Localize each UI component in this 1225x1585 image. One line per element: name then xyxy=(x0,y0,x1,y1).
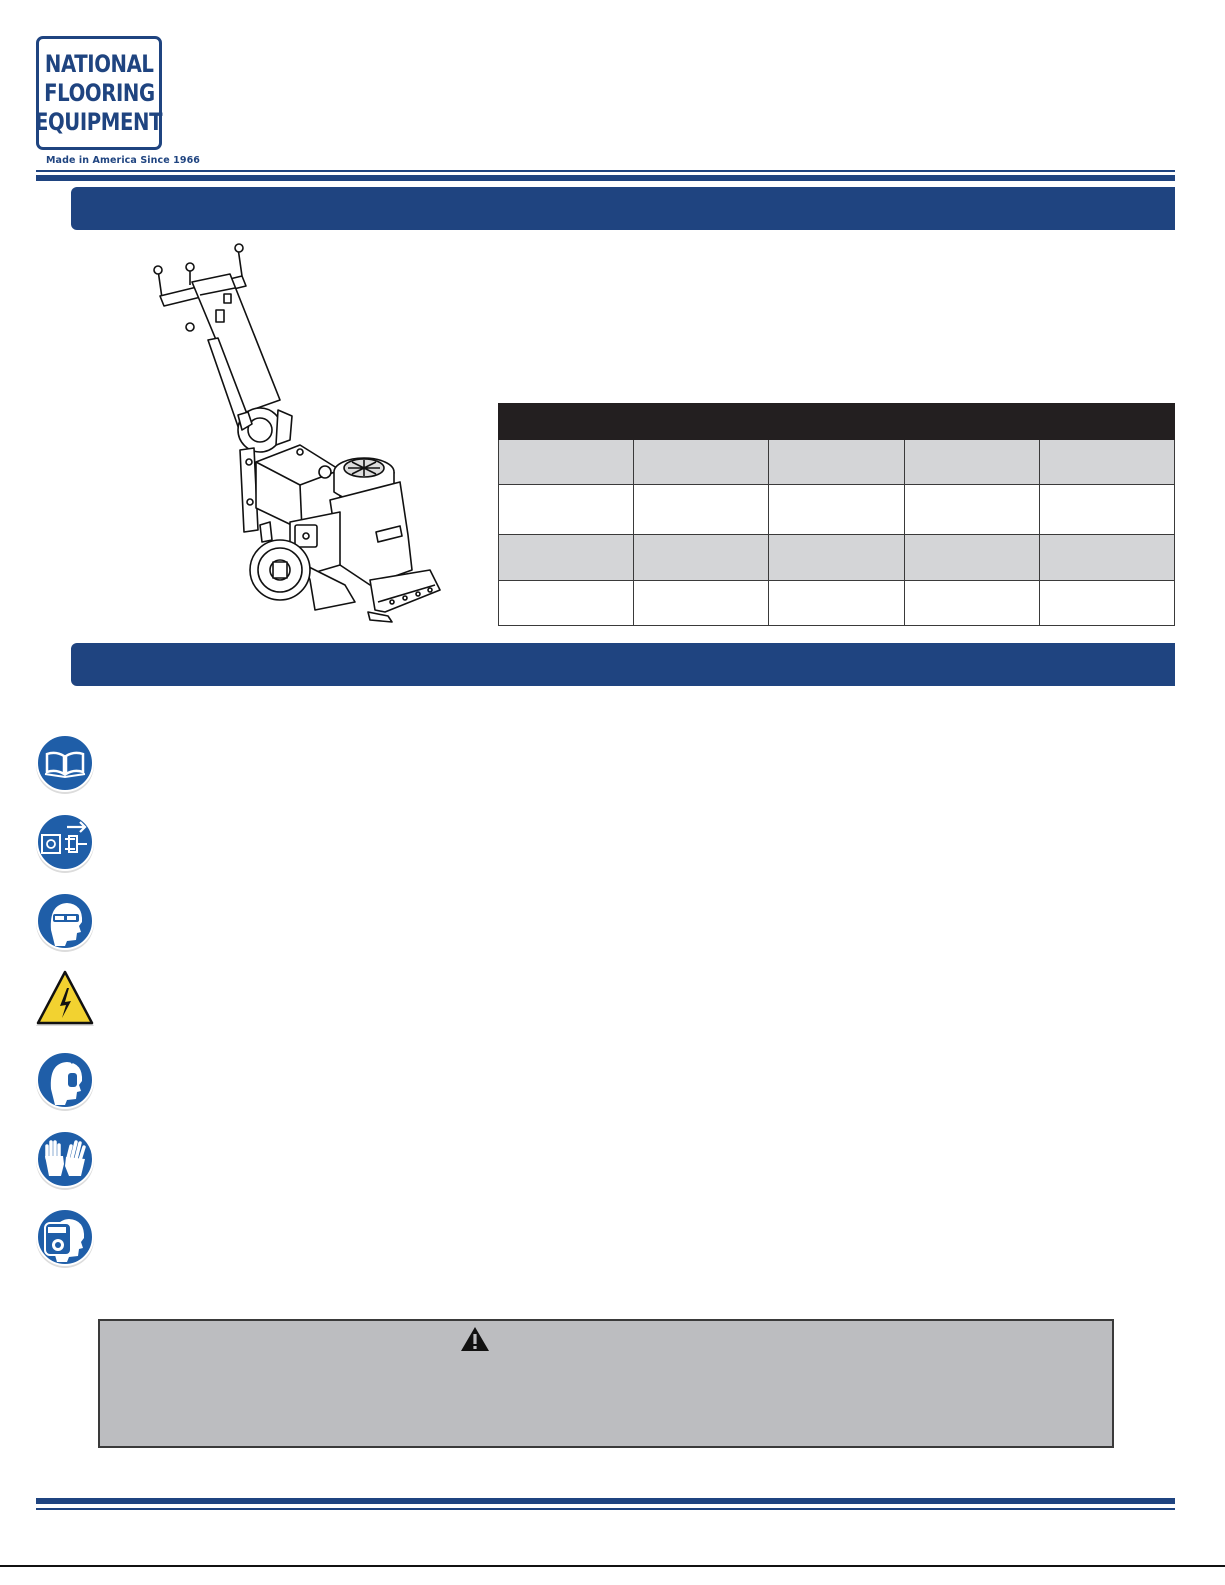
header-rule-thin xyxy=(36,170,1175,172)
face-shield-respirator-icon xyxy=(33,1206,97,1270)
logo-line-2: FLOORING xyxy=(43,78,155,107)
footer-rule-thin xyxy=(36,1508,1175,1510)
spec-table-row xyxy=(499,535,1175,581)
hearing-protection-icon xyxy=(33,1049,97,1113)
spec-cell xyxy=(499,581,634,626)
logo-line-3: EQUIPMENT xyxy=(35,107,163,136)
spec-cell xyxy=(769,581,904,626)
gloves-icon xyxy=(33,1128,97,1192)
warning-box xyxy=(98,1319,1114,1448)
logo-line-1: NATIONAL xyxy=(44,49,154,78)
spec-cell xyxy=(904,535,1039,581)
spec-cell xyxy=(904,581,1039,626)
disconnect-power-icon xyxy=(33,811,97,875)
header-rule-thick xyxy=(36,175,1175,181)
spec-cell xyxy=(499,535,634,581)
spec-cell xyxy=(1039,535,1174,581)
electrical-hazard-icon xyxy=(33,968,97,1032)
spec-cell xyxy=(634,440,769,485)
spec-table-header-cell xyxy=(499,404,1175,440)
read-manual-icon xyxy=(33,732,97,796)
spec-cell xyxy=(634,581,769,626)
page-bottom-rule xyxy=(0,1565,1225,1567)
spec-cell xyxy=(499,485,634,535)
spec-table-row xyxy=(499,581,1175,626)
spec-cell xyxy=(769,485,904,535)
spec-table-row xyxy=(499,440,1175,485)
spec-cell xyxy=(634,535,769,581)
section-banner-specifications xyxy=(71,187,1175,230)
warning-triangle-icon xyxy=(460,1326,490,1352)
spec-table-header xyxy=(499,404,1175,440)
spec-cell xyxy=(1039,581,1174,626)
spec-table xyxy=(498,403,1175,626)
spec-cell xyxy=(1039,440,1174,485)
logo-tagline: Made in America Since 1966 xyxy=(46,155,201,166)
spec-table-row xyxy=(499,485,1175,535)
spec-cell xyxy=(904,440,1039,485)
spec-cell xyxy=(634,485,769,535)
spec-cell xyxy=(769,535,904,581)
footer-rule-thick xyxy=(36,1498,1175,1504)
spec-cell xyxy=(1039,485,1174,535)
spec-cell xyxy=(769,440,904,485)
spec-cell xyxy=(499,440,634,485)
eye-protection-icon xyxy=(33,890,97,954)
machine-illustration xyxy=(130,240,470,630)
company-logo xyxy=(36,36,162,150)
spec-cell xyxy=(904,485,1039,535)
section-banner-safety xyxy=(71,643,1175,686)
